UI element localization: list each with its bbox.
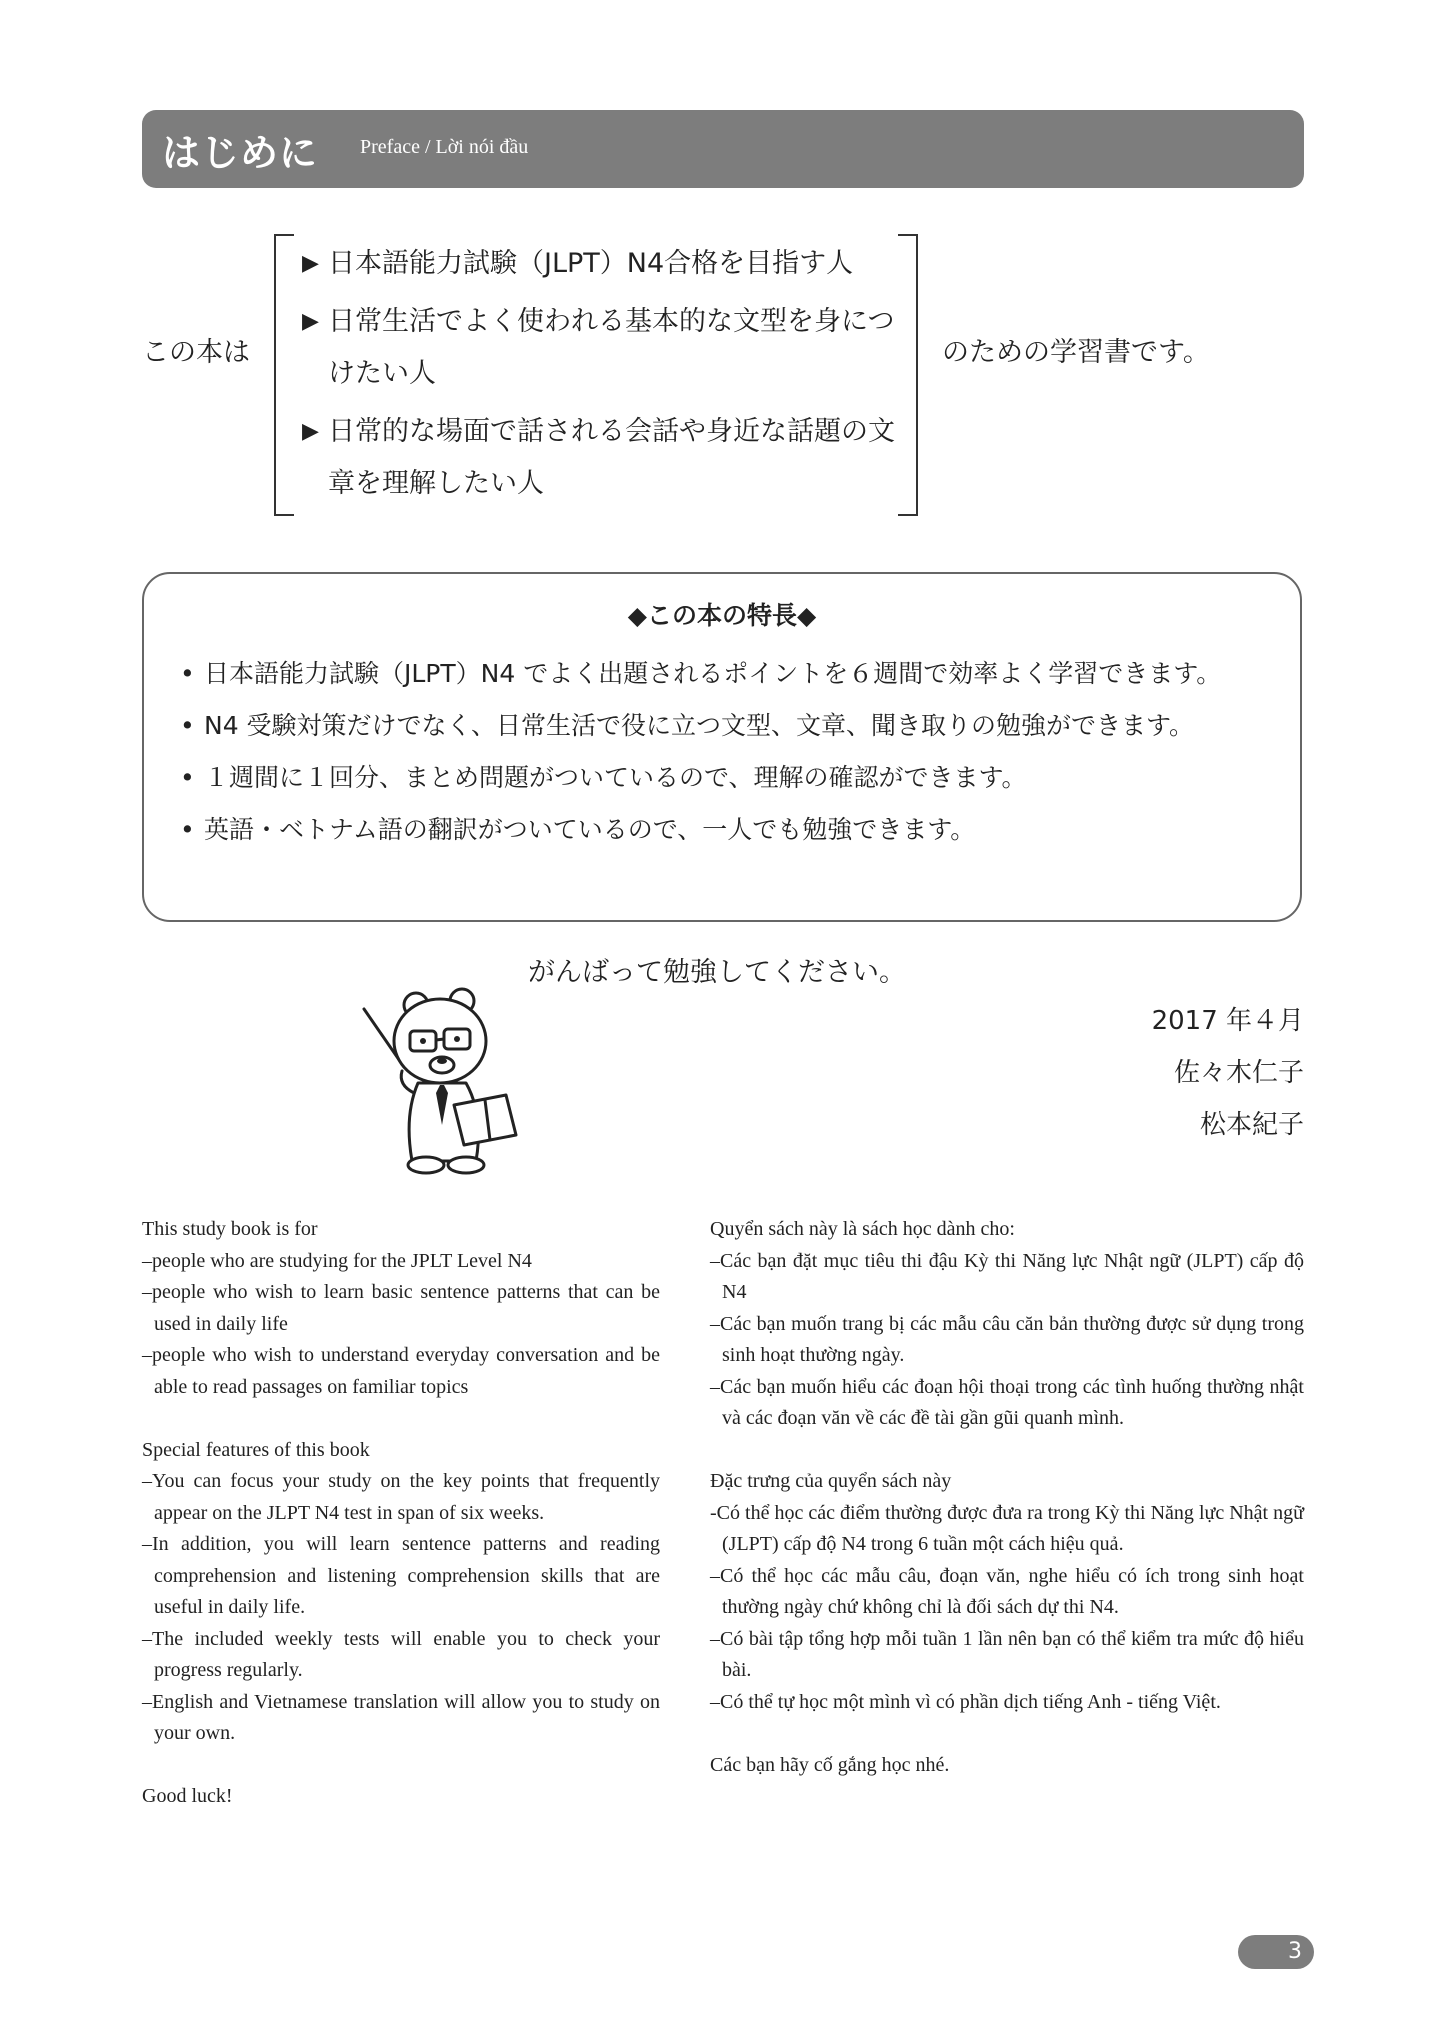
vietnamese-closing: Các bạn hãy cố gắng học nhé. <box>710 1753 950 1776</box>
closing-japanese: がんばって勉強してください。 <box>528 957 906 988</box>
vietnamese-feature: –Có thể học các mẫu câu, đoạn văn, nghe hiểu có ích trong sinh hoạt thường ngày chứ không chỉ là đối sách dự thi N4. <box>710 1564 1304 1618</box>
bear-foot-right <box>448 1157 484 1173</box>
english-item: –people who wish to learn basic sentence patterns that can be used in daily life <box>142 1281 660 1335</box>
english-feature: –You can focus your study on the key points that frequently appear on the JLPT N4 test in span of six weeks. <box>142 1470 660 1524</box>
vietnamese-feature: –Có bài tập tổng hợp mỗi tuần 1 lần nên bạn có thể kiểm tra mức độ hiểu bài. <box>710 1627 1304 1681</box>
audience-item: ▶ 日常生活でよく使われる基本的な文型を身につけたい人 <box>302 296 902 400</box>
author-name: 松本紀子 <box>1199 1110 1304 1140</box>
vietnamese-features-title: Đặc trưng của quyển sách này <box>710 1470 952 1492</box>
preface-date: 2017 年４月 <box>1151 1006 1304 1036</box>
section-header <box>142 110 1304 188</box>
bracket-right <box>898 234 918 516</box>
english-column <box>142 1214 660 1813</box>
author-name: 佐々木仁子 <box>1173 1058 1304 1088</box>
header-subtitle: Preface / Lời nói đầu <box>360 136 529 158</box>
features-list <box>180 654 1270 862</box>
vietnamese-column <box>710 1214 1304 1781</box>
english-feature: –English and Vietnamese translation will allow you to study on your own. <box>142 1690 660 1744</box>
audience-list <box>302 238 902 516</box>
audience-item: ▶ 日本語能力試験（JLPT）N4合格を目指す人 <box>302 238 902 290</box>
audience-item: ▶ 日常的な場面で話される会話や身近な話題の文章を理解したい人 <box>302 406 902 510</box>
english-item: –people who are studying for the JPLT Level N4 <box>142 1249 532 1272</box>
teacher-bear-illustration <box>358 985 538 1175</box>
feature-item: • 英語・ベトナム語の翻訳がついているので、一人でも勉強できます。 <box>180 810 1270 850</box>
vietnamese-item: –Các bạn muốn hiểu các đoạn hội thoại trong các tình huống thường nhật và các đoạn văn về các đề tài gần gũi quanh mình. <box>710 1375 1304 1429</box>
features-title: ◆この本の特長◆ <box>627 601 817 630</box>
header-title: はじめに <box>162 131 319 175</box>
english-feature: –In addition, you will learn sentence patterns and reading comprehension and listening comprehension skills that are useful in daily life. <box>142 1533 660 1618</box>
english-closing: Good luck! <box>142 1785 233 1807</box>
features-box <box>142 572 1302 922</box>
feature-item: • N4 受験対策だけでなく、日常生活で役に立つ文型、文章、聞き取りの勉強ができます。 <box>180 706 1270 746</box>
feature-item: • １週間に１回分、まとめ問題がついているので、理解の確認ができます。 <box>180 758 1270 798</box>
vietnamese-item: –Các bạn muốn trang bị các mẫu câu căn bản thường được sử dụng trong sinh hoạt thường ngày. <box>710 1312 1304 1366</box>
english-features-title: Special features of this book <box>142 1438 370 1461</box>
bear-foot-left <box>408 1157 444 1173</box>
english-feature: –The included weekly tests will enable you to check your progress regularly. <box>142 1627 660 1681</box>
bracket-left <box>274 234 294 516</box>
feature-item: • 日本語能力試験（JLPT）N4 でよく出題されるポイントを６週間で効率よく学習できます。 <box>180 654 1270 694</box>
vietnamese-intro: Quyển sách này là sách học dành cho: <box>710 1218 1015 1240</box>
audience-trail: のための学習書です。 <box>942 337 1210 368</box>
vietnamese-feature: -Có thể học các điểm thường được đưa ra trong Kỳ thi Năng lực Nhật ngữ (JLPT) cấp độ N4 trong 6 tuần một cách hiệu quả. <box>710 1501 1304 1555</box>
vietnamese-feature: –Có thể tự học một mình vì có phần dịch tiếng Anh - tiếng Việt. <box>710 1690 1221 1713</box>
english-intro: This study book is for <box>142 1218 318 1240</box>
vietnamese-item: –Các bạn đặt mục tiêu thi đậu Kỳ thi Năng lực Nhật ngữ (JLPT) cấp độ N4 <box>710 1249 1304 1303</box>
english-item: –people who wish to understand everyday conversation and be able to read passages on familiar topics <box>142 1344 660 1398</box>
audience-lead: この本は <box>142 337 250 368</box>
page-number: 3 <box>1238 1935 1314 1969</box>
